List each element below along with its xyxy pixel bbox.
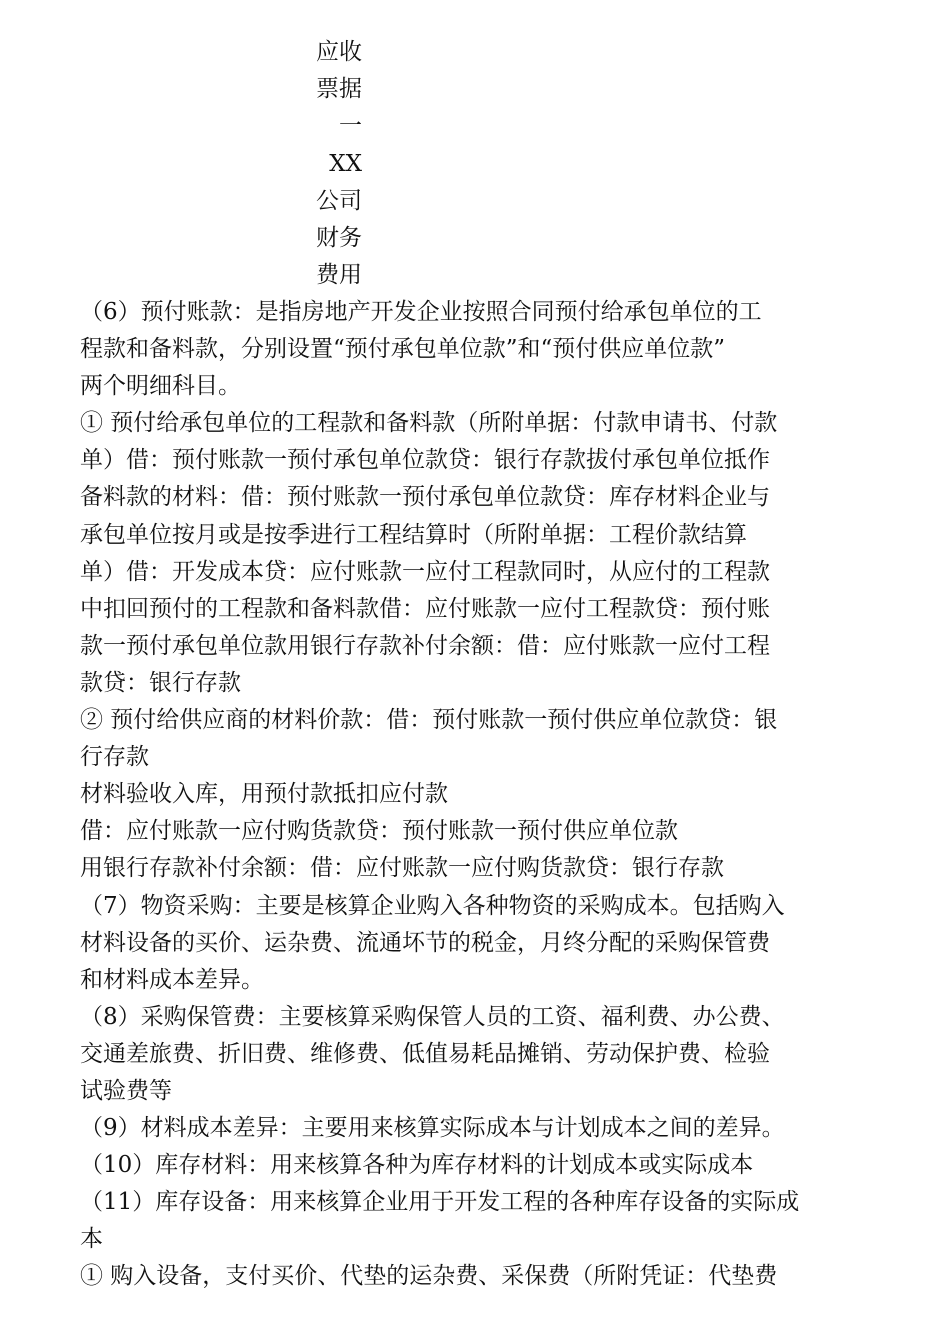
text-line: （8）采购保管费：主要核算采购保管人员的工资、福利费、办公费、 bbox=[80, 1003, 785, 1030]
column-line: 票据 bbox=[316, 76, 362, 103]
text-line: （9）材料成本差异：主要用来核算实际成本与计划成本之间的差异。 bbox=[80, 1115, 785, 1142]
text-line: （6）预付账款：是指房地产开发企业按照合同预付给承包单位的工 bbox=[80, 299, 762, 325]
column-line: 公司 bbox=[316, 187, 362, 214]
text-line: 程款和备料款，分别设置“预付承包单位款”和“预付供应单位款” bbox=[80, 336, 726, 363]
text-line: 两个明细科目。 bbox=[80, 373, 241, 400]
text-line: 中扣回预付的工程款和备料款借：应付账款一应付工程款贷：预付账 bbox=[80, 595, 770, 622]
text-line: 用银行存款补付余额：借：应付账款一应付购货款贷：银行存款 bbox=[80, 855, 724, 882]
text-line: 和材料成本差异。 bbox=[80, 966, 264, 993]
text-line: （11）库存设备：用来核算企业用于开发工程的各种库存设备的实际成 bbox=[80, 1189, 800, 1216]
text-line: 材料验收入库，用预付款抵扣应付款 bbox=[80, 781, 448, 808]
text-line: ① 预付给承包单位的工程款和备料款（所附单据：付款申请书、付款 bbox=[80, 410, 778, 437]
text-line: 单）借：预付账款一预付承包单位款贷：银行存款拔付承包单位抵作 bbox=[80, 447, 770, 474]
column-line: 财务 bbox=[316, 224, 362, 251]
text-line: 款一预付承包单位款用银行存款补付余额：借：应付账款一应付工程 bbox=[80, 632, 770, 659]
narrow-text-column bbox=[308, 34, 362, 294]
text-line: （10）库存材料：用来核算各种为库存材料的计划成本或实际成本 bbox=[80, 1152, 754, 1179]
column-line: 应收 bbox=[316, 39, 362, 65]
text-line: ② 预付给供应商的材料价款：借：预付账款一预付供应单位款贷：银 bbox=[80, 707, 778, 734]
column-line: XX bbox=[329, 150, 362, 177]
column-line: 费用 bbox=[316, 262, 362, 289]
text-line: 备料款的材料：借：预付账款一预付承包单位款贷：库存材料企业与 bbox=[80, 484, 770, 511]
text-line: （7）物资采购：主要是核算企业购入各种物资的采购成本。包括购入 bbox=[80, 892, 785, 919]
text-line: 借：应付账款一应付购货款贷：预付账款一预付供应单位款 bbox=[80, 818, 678, 845]
text-line: ① 购入设备，支付买价、代垫的运杂费、采保费（所附凭证：代垫费 bbox=[80, 1263, 778, 1290]
text-line: 款贷：银行存款 bbox=[80, 669, 241, 696]
text-line: 试验费等 bbox=[80, 1077, 172, 1104]
body-text bbox=[80, 294, 870, 1296]
text-line: 行存款 bbox=[80, 744, 149, 771]
text-line: 材料设备的买价、运杂费、流通坏节的税金，月终分配的采购保管费 bbox=[80, 929, 770, 956]
text-line: 本 bbox=[80, 1226, 103, 1253]
column-line: 一 bbox=[339, 113, 362, 140]
text-line: 单）借：开发成本贷：应付账款一应付工程款同时，从应付的工程款 bbox=[80, 558, 770, 585]
text-line: 承包单位按月或是按季进行工程结算时（所附单据：工程价款结算 bbox=[80, 521, 747, 548]
text-line: 交通差旅费、折旧费、维修费、低值易耗品摊销、劳动保护费、检验 bbox=[80, 1040, 770, 1067]
